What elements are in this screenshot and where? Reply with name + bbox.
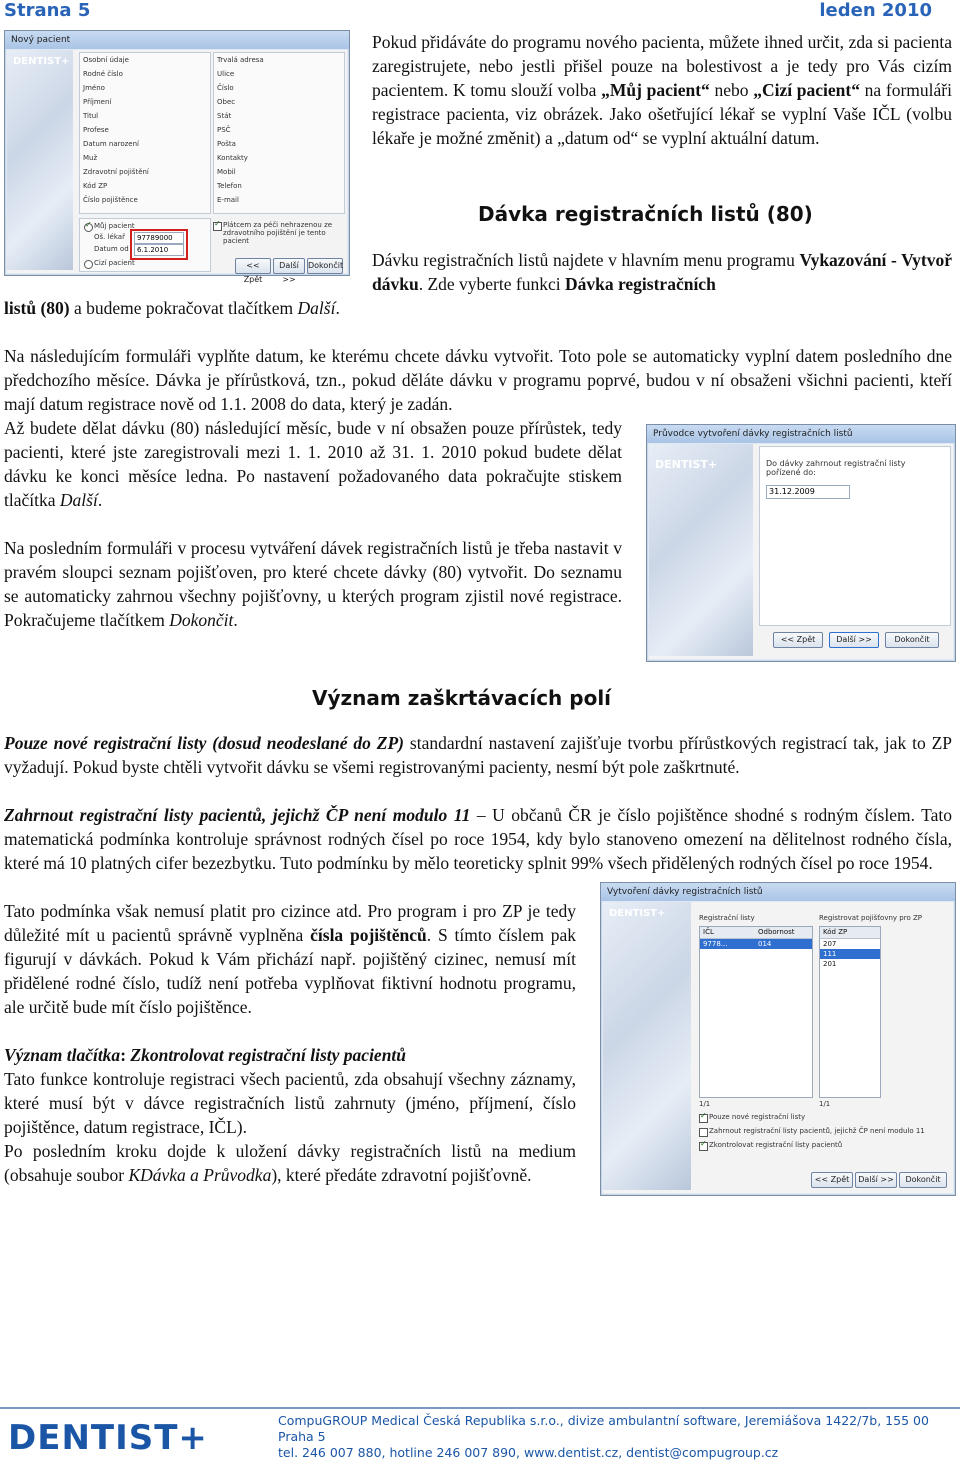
insurers-paragraph: Na posledním formuláři v procesu vytváření dávek registračních listů je třeba nastavit v pravém sloupci seznam pojišťoven, pro které chcete dávky (80) vytvořit. Do seznamu se automaticky zahrnou všechny pojišťovny, u kterých program zjistil nové registrace. Pokračujeme tlačítkem Dokončit.	[4, 538, 622, 630]
next-button[interactable]: Další >>	[273, 258, 305, 274]
insurers-group: Registrovat pojišťovny pro ZP	[819, 914, 922, 922]
form-label: Telefon	[217, 182, 242, 190]
increment-paragraph: Až budete dělat dávku (80) následující měsíc, bude v ní obsažen pouze přírůstek, tedy pacienti, které jste zaregistrovali mezi 1. 1. 2010 až 31. 1. 2010 pokud budete dělat dávku ke konci měsíce ledna. Po nastavení požadovaného data pokračujte stiskem tlačítka Další.	[4, 418, 622, 510]
radio-foreign-patient[interactable]	[84, 260, 93, 269]
intro-paragraph: Pokud přidáváte do programu nového pacienta, můžete ihned určit, zda si pacienta zaregistrujete, nebo jestli přišel pouze na bolestivost a je tedy pro Vás cizím pacientem. K tomu slouží volba „Můj pacient“ nebo „Cizí pacient“ na formuláři registrace pacienta, viz obrázek. Jako ošetřující lékař se vyplní Vaše IČL (volbu lékaře je možné změnit) a „datum od“ se vyplní aktuální datum.	[372, 32, 952, 148]
finish-button[interactable]: Dokončit	[307, 258, 343, 274]
batch-wizard-screenshot	[646, 424, 956, 662]
wizard-question: Do dávky zahrnout registrační listy pořízené do:	[766, 459, 906, 477]
check-lists-checkbox[interactable]	[699, 1142, 708, 1151]
form-label: Rodné číslo	[83, 70, 123, 78]
footer-contact	[278, 1413, 960, 1461]
back-button-3[interactable]: << Zpět	[811, 1172, 853, 1188]
radio-my-patient[interactable]	[84, 223, 93, 232]
col-specialty: Odbornost	[758, 928, 795, 936]
check-lists-label: Zkontrolovat registrační listy pacientů	[709, 1141, 843, 1149]
date-form-paragraph: Na následujícím formuláři vyplňte datum, ke kterému chcete dávku vytvořit. Toto pole se automaticky vyplní datem posledního dne předchozího měsíce. Dávka je přírůstková, tzn., pokud děláte dávku v programu poprvé, budou v ní obsaženi všichni pacienti, kteří mají datum registrace nově od 1.1. 2008 do data, který je zadán.	[4, 346, 952, 414]
next-button-3[interactable]: Další >>	[855, 1172, 897, 1188]
form-label: Osobní údaje	[83, 56, 129, 64]
form-label: Muž	[83, 154, 98, 162]
footer-divider	[0, 1407, 960, 1409]
insurer-item[interactable]: 111	[820, 949, 880, 959]
check-function-paragraph: Tato funkce kontroluje registraci všech pacientů, zda obsahují všechny záznamy, které musí být v dávce registračních listů zahrnuty (jméno, příjmení, číslo pojištěnce, datum registrace, IČL).	[4, 1069, 576, 1137]
wizard-panel	[759, 446, 951, 626]
modulo-checkbox[interactable]	[699, 1128, 708, 1137]
form-label: Ulice	[217, 70, 235, 78]
back-button[interactable]: << Zpět	[235, 258, 271, 274]
create-batch-screenshot	[600, 882, 956, 1196]
insurer-item[interactable]: 201	[823, 960, 837, 968]
address-panel	[213, 52, 345, 214]
footer-logo: DENTIST+	[8, 1418, 208, 1458]
dentist-logo-2: DENTIST+	[655, 458, 718, 471]
finish-button-2[interactable]: Dokončit	[885, 632, 939, 648]
finish-button-3[interactable]: Dokončit	[899, 1172, 947, 1188]
only-new-paragraph: Pouze nové registrační listy (dosud neodeslané do ZP) standardní nastavení zajišťuje tvorbu přírůstkových registrací tak, jak to ZP vyžadují. Pokud byste chtěli vytvořit dávku se všemi registrovanými pacienty, nesmí být pole zaškrtnuté.	[4, 733, 953, 777]
only-new-label: Pouze nové registrační listy	[709, 1113, 806, 1121]
payer-checkbox[interactable]	[213, 222, 222, 231]
form-label: E-mail	[217, 196, 239, 204]
window-title: Nový pacient	[5, 31, 349, 49]
reg-lists-group: Registrační listy	[699, 914, 755, 922]
form-label: Kontakty	[217, 154, 248, 162]
payer-checkbox-label: Plátcem za péči nehrazenou ze zdravotního pojištění je tento pacient	[223, 221, 333, 245]
table-row[interactable]	[700, 939, 812, 949]
form-label: Jméno	[83, 84, 105, 92]
form-label: Stát	[217, 112, 232, 120]
window-title-2: Průvodce vytvoření dávky registračních listů	[647, 425, 955, 443]
doctor-icl-field[interactable]: 97789000	[134, 232, 184, 244]
window-title-3: Vytvoření dávky registračních listů	[601, 883, 955, 901]
modulo-label: Zahrnout registrační listy pacientů, jejichž ČP není modulo 11	[709, 1127, 925, 1135]
reg-lists-table	[699, 926, 813, 1098]
form-label: Číslo pojištěnce	[83, 196, 138, 204]
sidebar-photo-2	[649, 444, 753, 656]
page-header	[0, 0, 960, 22]
form-label: Titul	[83, 112, 99, 120]
sidebar-photo	[7, 50, 73, 270]
issue-date: leden 2010	[819, 0, 932, 21]
footer-phones: tel. 246 007 880, hotline 246 007 890, www.dentist.cz, dentist@compugroup.cz	[278, 1445, 779, 1460]
highlight-box	[130, 229, 188, 260]
final-step-paragraph: Po posledním kroku dojde k uložení dávky registračních listů na medium (obsahuje soubor KDávka a Průvodka), které předáte zdravotní pojišťovně.	[4, 1141, 576, 1185]
form-label: Kód ZP	[83, 182, 108, 190]
insurer-item[interactable]: 207	[823, 940, 837, 948]
table-header	[700, 927, 812, 939]
heading-batch: Dávka registračních listů (80)	[478, 202, 813, 226]
only-new-checkbox[interactable]	[699, 1114, 708, 1123]
row-icl: 9778...	[703, 940, 728, 948]
col-icl: IČL	[703, 928, 714, 936]
modulo-paragraph: Zahrnout registrační listy pacientů, jejichž ČP není modulo 11 – U občanů ČR je číslo pojištěnce shodné s rodným číslem. Tato matematická podmínka kontroluje správnost rodných čísel po roce 1954, kdy bylo stanoveno omezení na dělitelnost rodného čísla, které má 10 platných cifer bezezbytku. Tuto podmínku by mělo teoreticky splnit 99% všech přidělených rodných čísel po roce 1954.	[4, 805, 953, 873]
form-label: Obec	[217, 98, 236, 106]
back-button-2[interactable]: << Zpět	[773, 632, 823, 648]
form-label: Příjmení	[83, 98, 112, 106]
footer-address: CompuGROUP Medical Česká Republika s.r.o., divize ambulantní software, Jeremiášova 1422/7b, 155 00 Praha 5	[278, 1413, 929, 1444]
row-specialty: 014	[758, 940, 772, 948]
batch-date-field[interactable]: 31.12.2009	[766, 485, 850, 499]
date-from-field[interactable]: 6.1.2010	[134, 244, 184, 256]
heading-checkboxes: Význam zaškrtávacích polí	[312, 686, 612, 710]
form-label: Datum narození	[83, 140, 139, 148]
batch-paragraph-2: listů (80) a budeme pokračovat tlačítkem Další.	[4, 298, 340, 318]
form-label: Zdravotní pojištění	[83, 168, 149, 176]
page-indicator-left: 1/1	[699, 1100, 711, 1108]
next-button-2[interactable]: Další >>	[829, 632, 879, 648]
form-label: Číslo	[217, 84, 234, 92]
form-label: Trvalá adresa	[217, 56, 264, 64]
form-label: Profese	[83, 126, 109, 134]
new-patient-screenshot	[4, 30, 350, 284]
sidebar-photo-3	[603, 902, 691, 1190]
form-label: Pošta	[217, 140, 236, 148]
page-number: Strana 5	[4, 0, 91, 21]
insurers-header: Kód ZP	[820, 927, 880, 939]
form-label: Mobil	[217, 168, 236, 176]
page-indicator-right: 1/1	[819, 1100, 831, 1108]
registration-panel	[79, 218, 211, 272]
button-meaning-heading: Význam tlačítka: Zkontrolovat registrační listy pacientů	[4, 1045, 407, 1065]
form-label: PSČ	[217, 126, 231, 134]
radio-my-patient-label: Můj pacient	[94, 222, 135, 230]
personal-data-panel	[79, 52, 211, 214]
insurers-list	[819, 926, 881, 1098]
dentist-logo: DENTIST+	[13, 56, 70, 67]
dentist-logo-3: DENTIST+	[609, 908, 666, 919]
radio-foreign-patient-label: Cizí pacient	[94, 259, 135, 267]
date-from-label: Datum od	[94, 245, 129, 253]
batch-paragraph-1: Dávku registračních listů najdete v hlavním menu programu Vykazování - Vytvoř dávku. Zde vyberte funkci Dávka registračních	[372, 250, 952, 294]
foreigner-paragraph: Tato podmínka však nemusí platit pro cizince atd. Pro program i pro ZP je tedy důležité mít u pacientů správně vyplněna čísla pojištěnců. S tímto číslem pak figurují v dávkách. Pokud k Vám přichází např. pojištěný cizinec, nemusí mít přidělené rodné číslo, tudíž není potřeba vyplňovat fiktivní hodnotu programu, ale určitě bude mít číslo pojištěnce.	[4, 901, 576, 1017]
doctor-label: Oš. lékař	[94, 233, 125, 241]
